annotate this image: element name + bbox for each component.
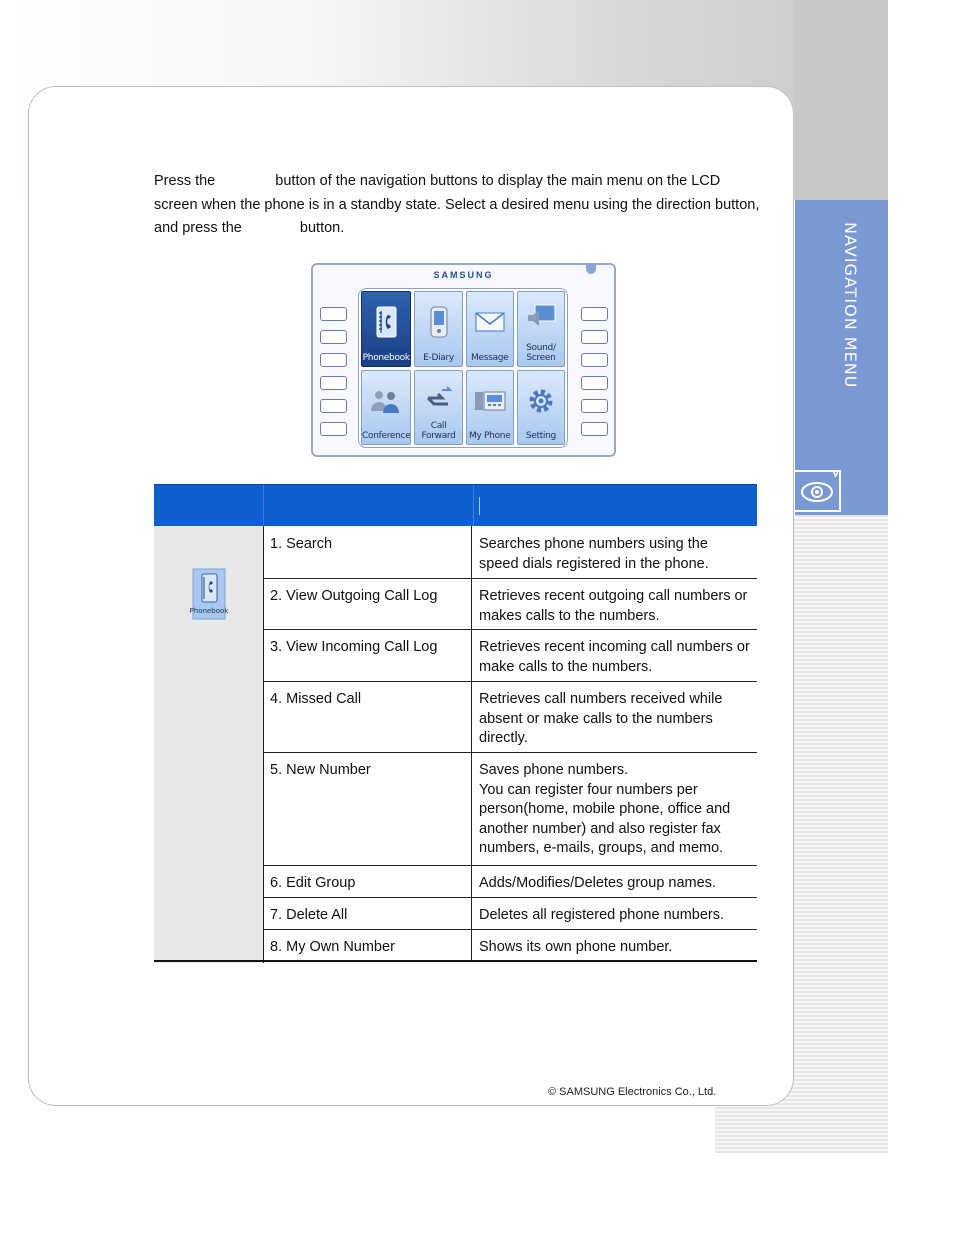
copyright-footer: © SAMSUNG Electronics Co., Ltd. (548, 1086, 717, 1098)
phonebook-menu-table (154, 484, 757, 955)
menu-item-description: Retrieves recent incoming call numbers or make calls to the numbers. (479, 639, 750, 675)
menu-item-description: Adds/Modifies/Deletes group names. (479, 875, 716, 891)
table-row (263, 681, 757, 753)
menu-tile-sound-screen[interactable] (517, 291, 565, 367)
menu-tile-phonebook[interactable] (361, 291, 411, 367)
menu-tile-call-forward[interactable] (414, 370, 462, 446)
soft-key[interactable] (320, 399, 347, 413)
menu-label: Sound/ Screen (526, 342, 556, 363)
phone-brand: SAMSUNG (433, 270, 494, 280)
phonebook-icon (189, 568, 229, 618)
soft-key[interactable] (581, 422, 608, 436)
main-menu-grid (358, 288, 568, 448)
people-icon (369, 371, 403, 432)
intro-text-1: Press the (154, 173, 216, 189)
header-cell (154, 485, 264, 526)
table-row (263, 629, 757, 682)
soft-key[interactable] (320, 307, 347, 321)
menu-tile-setting[interactable] (517, 370, 565, 446)
menu-item-name: 8. My Own Number (263, 929, 472, 962)
soft-key[interactable] (581, 330, 608, 344)
gear-icon (526, 371, 556, 432)
soft-key[interactable] (581, 399, 608, 413)
menu-label: Conference (362, 431, 411, 441)
forward-arrows-icon (424, 371, 454, 422)
table-row (263, 526, 757, 579)
intro-text-3: button. (299, 220, 345, 236)
section-tab-label: NAVIGATION MENU (841, 222, 860, 389)
phonebook-icon (372, 292, 400, 353)
intro-paragraph (154, 170, 764, 241)
soft-key[interactable] (581, 353, 608, 367)
menu-tile-e-diary[interactable] (414, 291, 462, 367)
envelope-icon (474, 292, 506, 353)
menu-item-description: Deletes all registered phone numbers. (479, 907, 725, 923)
menu-item-name: 1. Search (263, 526, 472, 578)
menu-label: E-Diary (423, 352, 454, 363)
phone-lcd-screen (311, 263, 616, 457)
left-soft-keys (320, 307, 347, 445)
menu-item-name: 3. View Incoming Call Log (263, 629, 472, 681)
soft-key[interactable] (581, 307, 608, 321)
table-row (263, 897, 757, 930)
desk-phone-icon (473, 371, 507, 432)
menu-item-description: Shows its own phone number. (479, 939, 673, 955)
header-divider (479, 497, 480, 515)
soft-key[interactable] (320, 422, 347, 436)
phonebook-icon-label: Phonebook (189, 607, 229, 615)
menu-label: Call Forward (421, 421, 456, 441)
menu-item-name: 2. View Outgoing Call Log (263, 578, 472, 629)
intro-text-2: button of the navigation buttons to display the main menu on the LCD screen when the phone is in a standby state. Select a desired menu using the direction button, and press the (154, 173, 760, 236)
menu-tile-conference[interactable] (361, 370, 411, 446)
table-header (154, 484, 757, 526)
table-bottom-rule (154, 960, 757, 962)
eye-icon (795, 470, 841, 512)
table-row (263, 752, 757, 866)
page-margin (888, 0, 954, 1235)
table-row (263, 929, 757, 962)
menu-label: Setting (525, 431, 556, 441)
menu-label: My Phone (469, 431, 511, 441)
mobile-phone-icon (428, 292, 450, 353)
soft-key[interactable] (320, 353, 347, 367)
menu-item-name: 5. New Number (263, 752, 472, 865)
menu-icon-cell (154, 526, 264, 963)
menu-item-description: Saves phone numbers. You can register four numbers per person(home, mobile phone, office and another number) and also register fax numbers, e-mails, groups, and memo. (479, 762, 731, 856)
header-cell (264, 485, 474, 526)
menu-item-name: 7. Delete All (263, 897, 472, 929)
menu-item-name: 4. Missed Call (263, 681, 472, 752)
menu-item-name: 6. Edit Group (263, 865, 472, 897)
menu-label: Phonebook (362, 352, 410, 363)
soft-key[interactable] (581, 376, 608, 390)
table-row (263, 578, 757, 630)
soft-key[interactable] (320, 330, 347, 344)
soft-key[interactable] (320, 376, 347, 390)
menu-item-description: Retrieves call numbers received while absent or make calls to the numbers directly. (479, 691, 723, 746)
speaker-icon (525, 292, 557, 343)
menu-tile-my-phone[interactable] (466, 370, 514, 446)
header-cell (474, 485, 757, 526)
menu-item-description: Searches phone numbers using the speed dials registered in the phone. (479, 536, 709, 572)
phone-indicator (586, 264, 596, 274)
menu-item-description: Retrieves recent outgoing call numbers or makes calls to the numbers. (479, 588, 748, 624)
menu-label: Message (471, 352, 509, 363)
table-row (263, 865, 757, 898)
menu-tile-message[interactable] (466, 291, 514, 367)
side-top-block (795, 0, 888, 200)
right-soft-keys (581, 307, 608, 445)
